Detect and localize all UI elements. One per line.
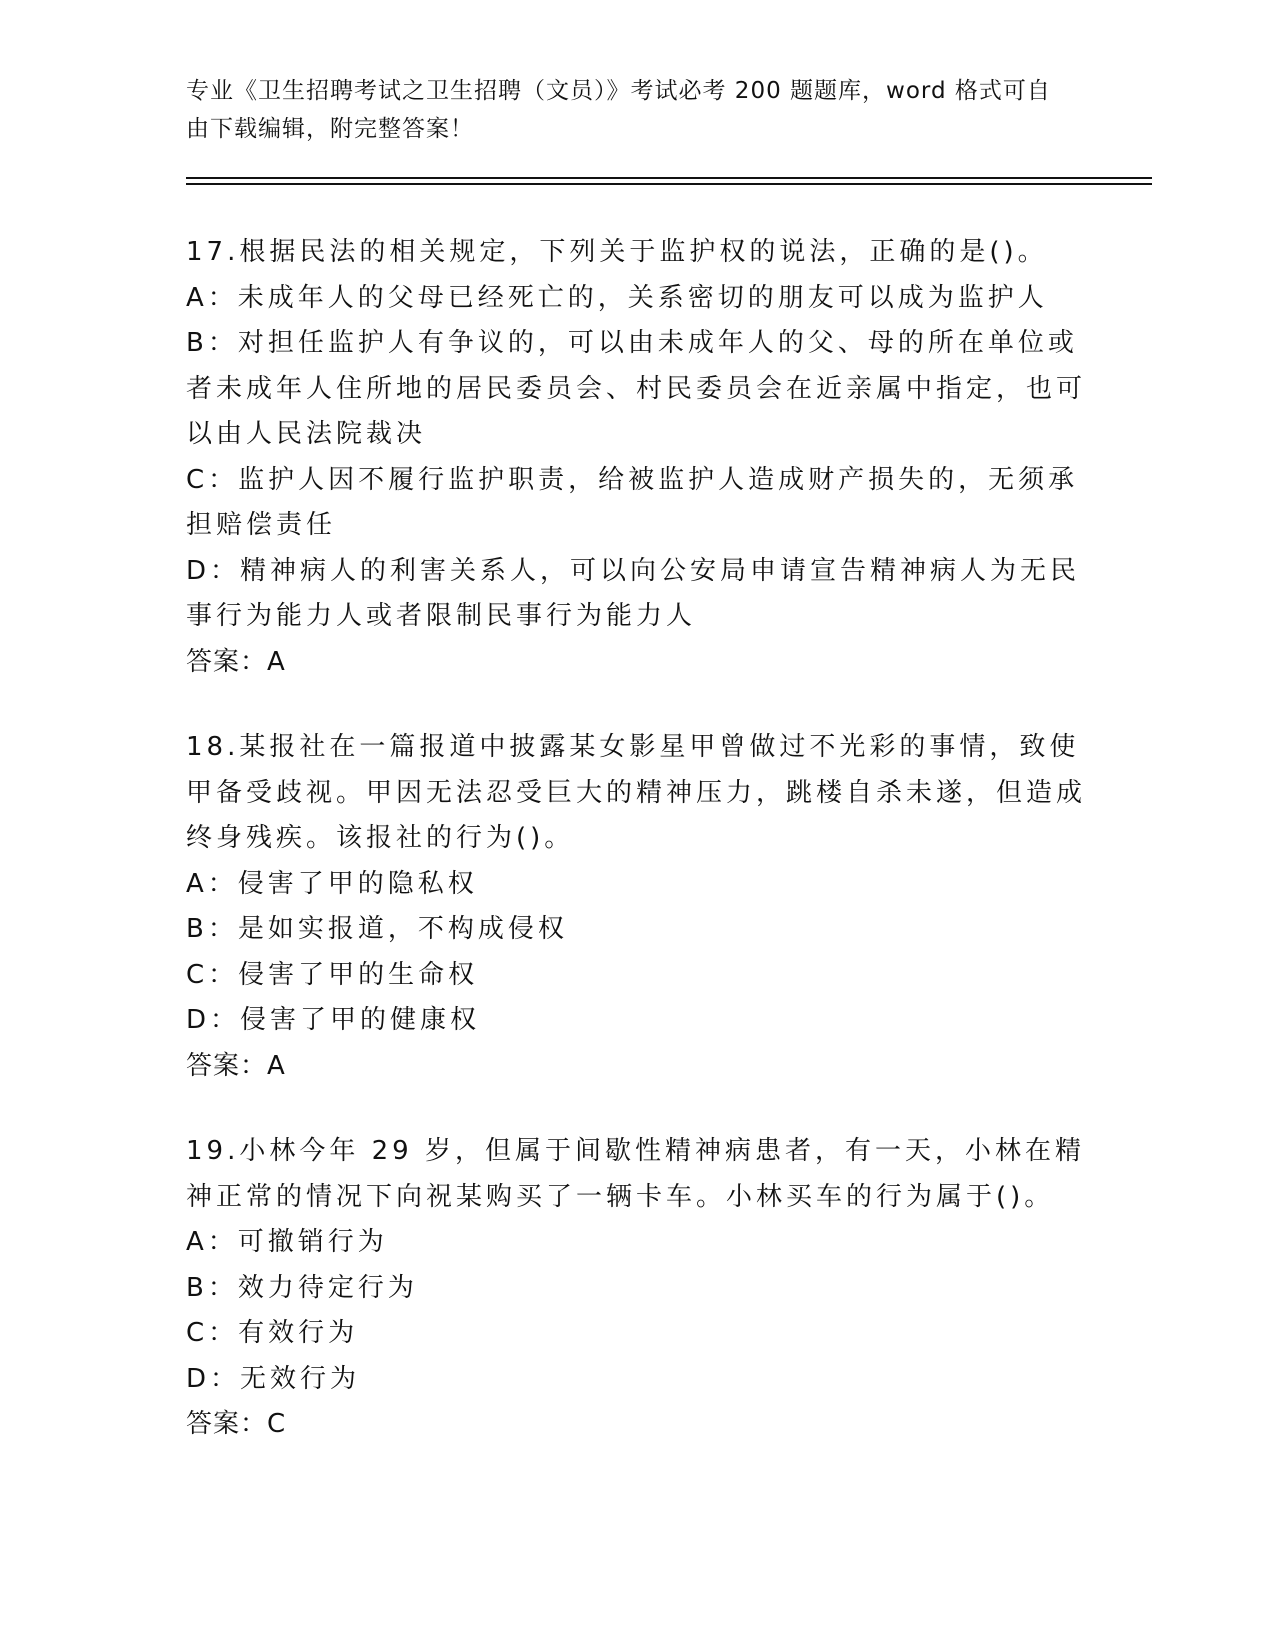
document-header: 专业《卫生招聘考试之卫生招聘（文员）》考试必考 200 题题库，word 格式可自由下载编辑，附完整答案！: [186, 78, 1051, 142]
option-d: D：精神病人的利害关系人，可以向公安局申请宣告精神病人为无民事行为能力人或者限制民事行为能力人: [186, 555, 1081, 631]
answer: 答案：A: [186, 646, 286, 677]
question-list: [186, 230, 1086, 1488]
option-c: C：监护人因不履行监护职责，给被监护人造成财产损失的，无须承担赔偿责任: [186, 464, 1079, 540]
question-17: [186, 230, 1086, 685]
option-b: B：效力待定行为: [186, 1272, 418, 1303]
question-18: [186, 725, 1086, 1089]
option-a: A：未成年人的父母已经死亡的，关系密切的朋友可以成为监护人: [186, 282, 1048, 313]
question-stem: 18.某报社在一篇报道中披露某女影星甲曾做过不光彩的事情，致使甲备受歧视。甲因无法忍受巨大的精神压力，跳楼自杀未遂，但造成终身残疾。该报社的行为()。: [186, 732, 1087, 853]
option-d: D：侵害了甲的健康权: [186, 1005, 481, 1035]
option-b: B：是如实报道，不构成侵权: [186, 914, 568, 944]
header-divider-top: [186, 177, 1152, 179]
option-d: D：无效行为: [186, 1363, 361, 1394]
option-c: C：侵害了甲的生命权: [186, 959, 479, 990]
question-stem: 19.小林今年 29 岁，但属于间歇性精神病患者，有一天，小林在精神正常的情况下向祝某购买了一辆卡车。小林买车的行为属于()。: [186, 1136, 1085, 1212]
option-c: C：有效行为: [186, 1318, 359, 1348]
header-divider-bottom: [186, 183, 1152, 185]
question-19: [186, 1129, 1086, 1448]
option-a: A：可撤销行为: [186, 1227, 388, 1257]
answer: 答案：C: [186, 1409, 287, 1439]
option-a: A：侵害了甲的隐私权: [186, 868, 478, 899]
answer: 答案：A: [186, 1050, 286, 1081]
option-b: B：对担任监护人有争议的，可以由未成年人的父、母的所在单位或者未成年人住所地的居民委员会、村民委员会在近亲属中指定，也可以由人民法院裁决: [186, 328, 1087, 449]
question-stem: 17.根据民法的相关规定，下列关于监护权的说法，正确的是()。: [186, 237, 1048, 267]
